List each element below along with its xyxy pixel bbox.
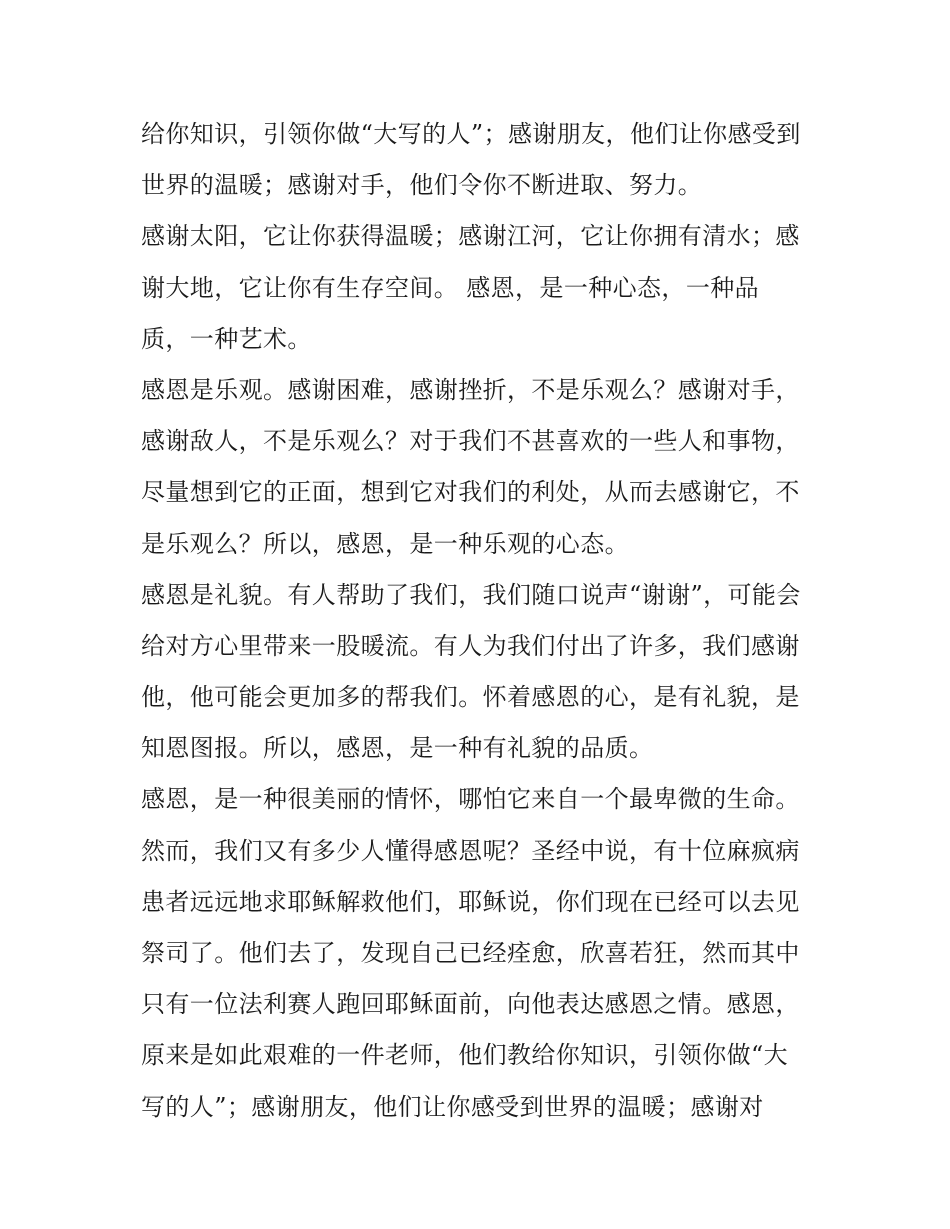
text-line-9: 是乐观么？所以，感恩，是一种乐观的心态。: [141, 529, 629, 558]
text-line-5: 质，一种艺术。: [141, 324, 312, 353]
text-line-6: 感恩是乐观。感谢困难，感谢挫折，不是乐观么？感谢对手，: [141, 375, 800, 404]
text-line-17: 祭司了。他们去了，发现自己已经痊愈，欣喜若狂，然而其中: [141, 939, 800, 967]
text-line-1: 给你知识，引领你做“大写的人”；感谢朋友，他们让你感受到: [141, 120, 801, 148]
text-line-14: 感恩，是一种很美丽的情怀，哪怕它来自一个最卑微的生命。: [141, 785, 800, 814]
text-line-19: 原来是如此艰难的一件老师，他们教给你知识，引领你做“大: [141, 1041, 789, 1070]
text-line-3: 感谢太阳，它让你获得温暖；感谢江河，它让你拥有清水；感: [141, 222, 800, 251]
text-line-4: 谢大地，它让你有生存空间。 感恩，是一种心态，一种品: [141, 273, 760, 302]
text-line-18: 只有一位法利赛人跑回耶稣面前，向他表达感恩之情。感恩，: [141, 990, 800, 1019]
text-line-11: 给对方心里带来一股暖流。有人为我们付出了许多，我们感谢: [141, 631, 800, 660]
text-line-10: 感恩是礼貌。有人帮助了我们，我们随口说声“谢谢”，可能会: [141, 580, 801, 609]
text-line-2: 世界的温暖；感谢对手，他们令你不断进取、努力。: [141, 171, 703, 200]
text-line-13: 知恩图报。所以，感恩，是一种有礼貌的品质。: [141, 734, 654, 763]
text-line-20: 写的人”；感谢朋友，他们让你感受到世界的温暖；感谢对: [141, 1092, 764, 1121]
text-line-15: 然而，我们又有多少人懂得感恩呢？圣经中说，有十位麻疯病: [141, 836, 800, 865]
text-line-12: 他，他可能会更加多的帮我们。怀着感恩的心，是有礼貌，是: [141, 683, 800, 712]
text-line-8: 尽量想到它的正面，想到它对我们的利处，从而去感谢它，不: [141, 478, 800, 507]
document-body: [141, 109, 821, 1133]
text-line-16: 患者远远地求耶稣解救他们，耶稣说，你们现在已经可以去见: [141, 887, 800, 916]
text-line-7: 感谢敌人，不是乐观么？对于我们不甚喜欢的一些人和事物，: [141, 427, 800, 456]
